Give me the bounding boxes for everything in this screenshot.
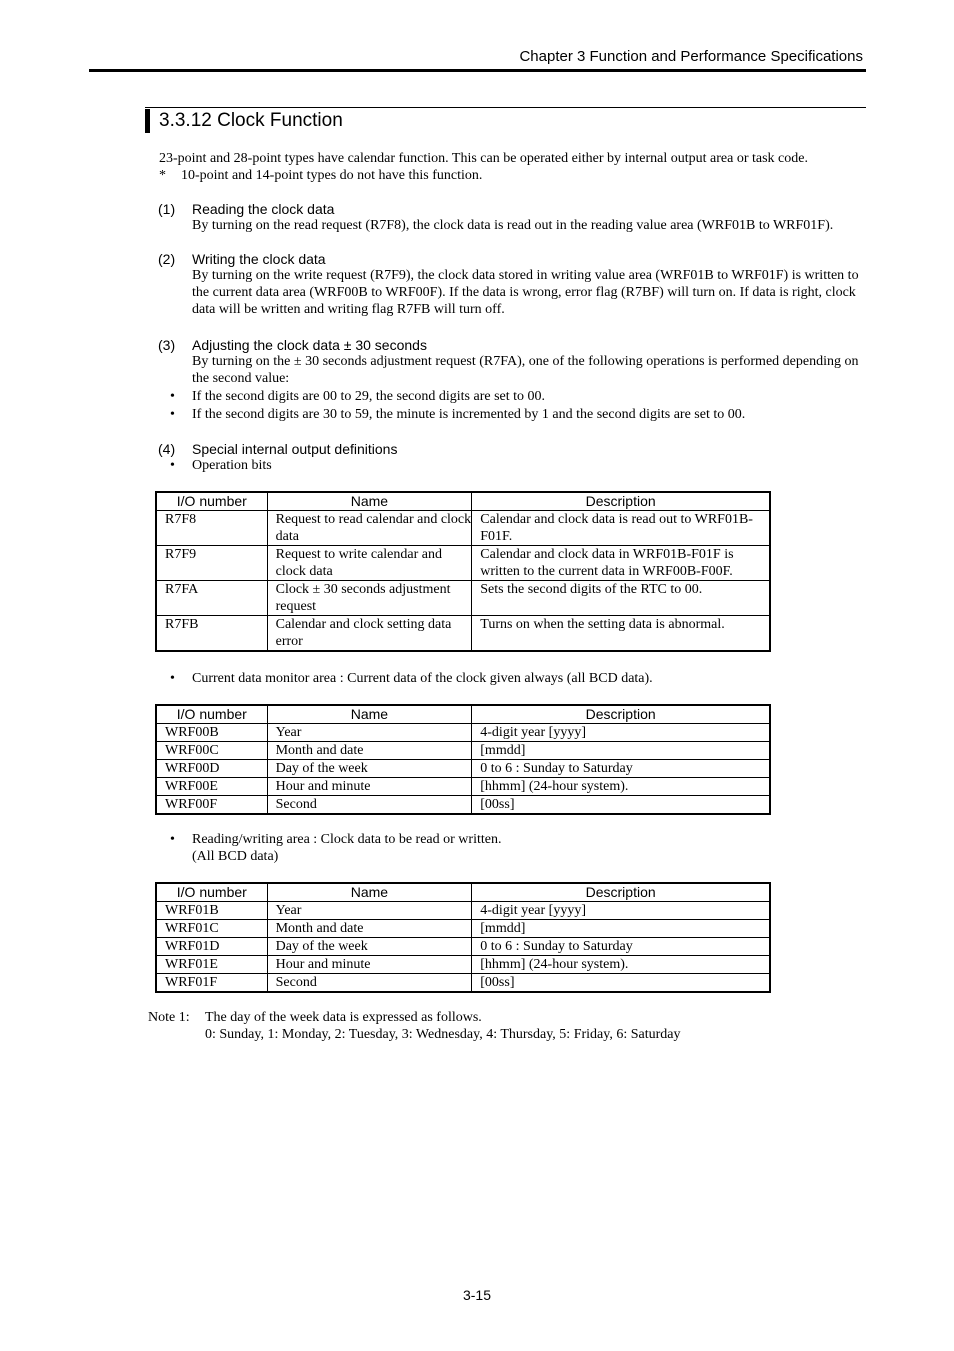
io-number-cell: WRF00B bbox=[156, 724, 267, 742]
name-cell: Request to read calendar and clock data bbox=[267, 511, 472, 546]
current-data-table bbox=[155, 704, 771, 815]
name-cell: Second bbox=[267, 796, 472, 815]
table-row bbox=[156, 938, 770, 956]
item-title: Reading the clock data bbox=[192, 201, 335, 217]
item-body: By turning on the ± 30 seconds adjustment request (R7FA), one of the following operations is performed depending on the second value: bbox=[192, 354, 859, 386]
table-row bbox=[156, 974, 770, 993]
section-rule bbox=[145, 107, 866, 108]
item-number: (2) bbox=[158, 251, 176, 267]
name-cell: Hour and minute bbox=[267, 778, 472, 796]
table-row bbox=[156, 511, 770, 546]
table-header-row bbox=[156, 492, 770, 511]
note-text: The day of the week data is expressed as follows. bbox=[205, 1010, 482, 1025]
bullet-text: Reading/writing area : Clock data to be read or written. bbox=[192, 832, 502, 847]
bullet-text: Current data monitor area : Current data of the clock given always (all BCD data). bbox=[192, 671, 653, 686]
table-row bbox=[156, 796, 770, 815]
bullet-icon: • bbox=[170, 458, 175, 473]
name-cell: Day of the week bbox=[267, 938, 472, 956]
column-header-name: Name bbox=[267, 492, 472, 511]
item-body: By turning on the read request (R7F8), the clock data is read out in the reading value area (WRF01B to WRF01F). bbox=[192, 218, 834, 233]
name-cell: Month and date bbox=[267, 920, 472, 938]
io-number-cell: WRF00E bbox=[156, 778, 267, 796]
table-header-row bbox=[156, 705, 770, 724]
io-number-cell: R7FA bbox=[156, 581, 267, 616]
io-number-cell: R7F9 bbox=[156, 546, 267, 581]
io-number-cell: WRF01C bbox=[156, 920, 267, 938]
io-number-cell: WRF00F bbox=[156, 796, 267, 815]
description-cell: Turns on when the setting data is abnormal. bbox=[472, 616, 770, 652]
bullet-icon: • bbox=[170, 832, 175, 847]
page-number: 3-15 bbox=[462, 1287, 492, 1303]
item-number: (4) bbox=[158, 441, 176, 457]
description-cell: [hhmm] (24-hour system). bbox=[472, 956, 770, 974]
header-rule bbox=[89, 69, 866, 72]
table-row bbox=[156, 616, 770, 652]
name-cell: Year bbox=[267, 902, 472, 920]
io-number-cell: WRF01F bbox=[156, 974, 267, 993]
description-cell: 4-digit year [yyyy] bbox=[472, 724, 770, 742]
intro-note-mark: * bbox=[159, 168, 166, 183]
name-cell: Clock ± 30 seconds adjustment request bbox=[267, 581, 472, 616]
column-header-io: I/O number bbox=[156, 883, 267, 902]
item-title: Writing the clock data bbox=[192, 251, 326, 267]
table-row bbox=[156, 760, 770, 778]
table-row bbox=[156, 581, 770, 616]
bullet-icon: • bbox=[170, 671, 175, 686]
io-number-cell: R7F8 bbox=[156, 511, 267, 546]
table-row bbox=[156, 920, 770, 938]
intro-note: 10-point and 14-point types do not have this function. bbox=[181, 168, 483, 183]
io-number-cell: WRF01D bbox=[156, 938, 267, 956]
description-cell: Calendar and clock data in WRF01B-F01F is written to the current data in WRF00B-F00F. bbox=[472, 546, 770, 581]
description-cell: [hhmm] (24-hour system). bbox=[472, 778, 770, 796]
column-header-name: Name bbox=[267, 705, 472, 724]
item-number: (3) bbox=[158, 337, 176, 353]
name-cell: Request to write calendar and clock data bbox=[267, 546, 472, 581]
section-title: 3.3.12 Clock Function bbox=[159, 110, 343, 131]
operation-bits-table bbox=[155, 491, 771, 652]
note-text-continued: 0: Sunday, 1: Monday, 2: Tuesday, 3: Wednesday, 4: Thursday, 5: Friday, 6: Saturday bbox=[205, 1027, 681, 1042]
chapter-header: Chapter 3 Function and Performance Specifications bbox=[519, 48, 863, 65]
name-cell: Calendar and clock setting data error bbox=[267, 616, 472, 652]
bullet-text: Operation bits bbox=[192, 458, 272, 473]
description-cell: [00ss] bbox=[472, 974, 770, 993]
table-row bbox=[156, 778, 770, 796]
table-row bbox=[156, 546, 770, 581]
description-cell: 4-digit year [yyyy] bbox=[472, 902, 770, 920]
column-header-description: Description bbox=[472, 883, 770, 902]
description-cell: [mmdd] bbox=[472, 920, 770, 938]
bullet-text: If the second digits are 30 to 59, the minute is incremented by 1 and the second digits are set to 00. bbox=[192, 407, 746, 422]
column-header-io: I/O number bbox=[156, 492, 267, 511]
io-number-cell: WRF01E bbox=[156, 956, 267, 974]
table-header-row bbox=[156, 883, 770, 902]
column-header-io: I/O number bbox=[156, 705, 267, 724]
bullet-text-continued: (All BCD data) bbox=[192, 849, 279, 864]
read-write-table bbox=[155, 882, 771, 993]
item-title: Adjusting the clock data ± 30 seconds bbox=[192, 337, 427, 353]
io-number-cell: R7FB bbox=[156, 616, 267, 652]
table-row bbox=[156, 724, 770, 742]
description-cell: Sets the second digits of the RTC to 00. bbox=[472, 581, 770, 616]
table-row bbox=[156, 742, 770, 760]
note-label: Note 1: bbox=[148, 1010, 190, 1025]
bullet-text: If the second digits are 00 to 29, the second digits are set to 00. bbox=[192, 389, 546, 404]
name-cell: Hour and minute bbox=[267, 956, 472, 974]
bullet-icon: • bbox=[170, 389, 175, 404]
name-cell: Day of the week bbox=[267, 760, 472, 778]
column-header-description: Description bbox=[472, 705, 770, 724]
io-number-cell: WRF00C bbox=[156, 742, 267, 760]
item-number: (1) bbox=[158, 201, 176, 217]
name-cell: Month and date bbox=[267, 742, 472, 760]
bullet-icon: • bbox=[170, 407, 175, 422]
column-header-name: Name bbox=[267, 883, 472, 902]
name-cell: Second bbox=[267, 974, 472, 993]
item-title: Special internal output definitions bbox=[192, 441, 398, 457]
description-cell: 0 to 6 : Sunday to Saturday bbox=[472, 760, 770, 778]
io-number-cell: WRF00D bbox=[156, 760, 267, 778]
section-marker bbox=[145, 109, 150, 133]
table-row bbox=[156, 956, 770, 974]
description-cell: [mmdd] bbox=[472, 742, 770, 760]
intro-text: 23-point and 28-point types have calendar function. This can be operated either by internal output area or task code. bbox=[159, 151, 808, 166]
column-header-description: Description bbox=[472, 492, 770, 511]
description-cell: [00ss] bbox=[472, 796, 770, 815]
io-number-cell: WRF01B bbox=[156, 902, 267, 920]
name-cell: Year bbox=[267, 724, 472, 742]
description-cell: Calendar and clock data is read out to WRF01B-F01F. bbox=[472, 511, 770, 546]
item-body: By turning on the write request (R7F9), the clock data stored in writing value area (WRF01B to WRF01F) is written to the current data area (WRF00B to WRF00F). If the data is wrong, error flag (R7BF) will turn on. If data is right, clock data will be written and writing flag R7FB will turn off. bbox=[192, 268, 859, 317]
table-row bbox=[156, 902, 770, 920]
description-cell: 0 to 6 : Sunday to Saturday bbox=[472, 938, 770, 956]
